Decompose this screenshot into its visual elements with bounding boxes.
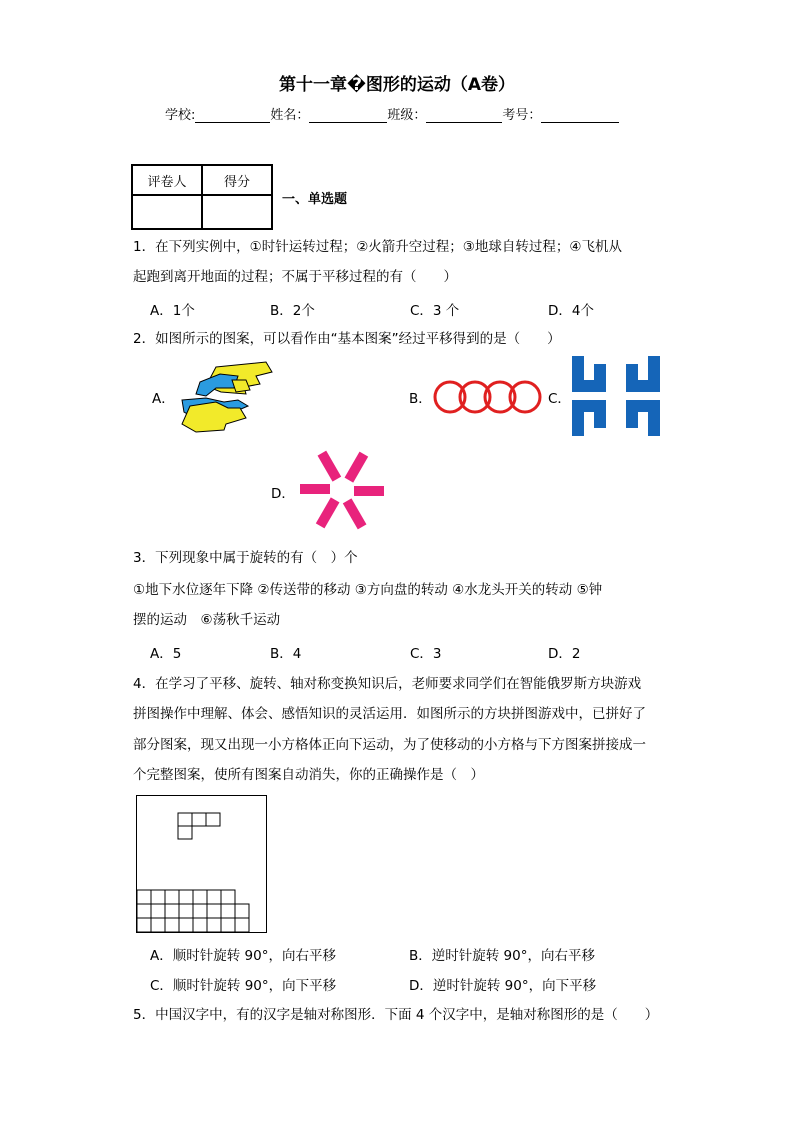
school-field[interactable] bbox=[195, 108, 270, 123]
q3-stem: 3．下列现象中属于旋转的有（ ）个 bbox=[133, 550, 358, 566]
q4-option-d[interactable]: D．逆时针旋转 90°，向下平移 bbox=[409, 978, 597, 994]
q4-line4: 个完整图案，使所有图案自动消失，你的正确操作是（ ） bbox=[133, 767, 484, 783]
q2-option-a[interactable]: A． bbox=[152, 391, 175, 407]
class-label: 班级： bbox=[387, 108, 427, 123]
q3-option-c[interactable]: C．3 bbox=[410, 646, 442, 662]
q4-line2: 拼图操作中理解、体会、感悟知识的灵活运用．如图所示的方块拼图游戏中，已拼好了 bbox=[133, 706, 646, 722]
name-field[interactable] bbox=[309, 108, 387, 123]
reviewer-header: 评卷人 bbox=[132, 165, 202, 195]
q2-option-d[interactable]: D． bbox=[271, 486, 295, 502]
q4-option-a[interactable]: A．顺时针旋转 90°，向右平移 bbox=[150, 948, 336, 964]
page-title: 第十一章�图形的运动（A卷） bbox=[278, 75, 516, 95]
exam-no-field[interactable] bbox=[541, 108, 619, 123]
section-heading: 一、单选题 bbox=[282, 192, 348, 207]
q1-line1: 1．在下列实例中，①时针运转过程；②火箭升空过程；③地球自转过程；④飞机从 bbox=[133, 239, 622, 255]
q4-line1: 4．在学习了平移、旋转、轴对称变换知识后，老师要求同学们在智能俄罗斯方块游戏 bbox=[133, 676, 642, 692]
q2-figure-b bbox=[433, 380, 545, 414]
student-info bbox=[165, 104, 619, 123]
q3-line3: 摆的运动 ⑥荡秋千运动 bbox=[133, 612, 281, 628]
exam-no-label: 考号： bbox=[502, 108, 542, 123]
q1-option-c[interactable]: C．3 个 bbox=[410, 303, 460, 319]
score-cell[interactable] bbox=[202, 195, 272, 229]
q5-stem: 5．中国汉字中，有的汉字是轴对称图形．下面 4 个汉字中，是轴对称图形的是（ ） bbox=[133, 1007, 659, 1023]
q3-option-b[interactable]: B．4 bbox=[270, 646, 302, 662]
q2-figure-c bbox=[572, 356, 660, 436]
reviewer-cell[interactable] bbox=[132, 195, 202, 229]
q3-option-d[interactable]: D．2 bbox=[548, 646, 581, 662]
q4-option-b[interactable]: B．逆时针旋转 90°，向右平移 bbox=[409, 948, 595, 964]
q4-option-c[interactable]: C．顺时针旋转 90°，向下平移 bbox=[150, 978, 337, 994]
q2-option-b[interactable]: B． bbox=[409, 391, 432, 407]
q1-option-a[interactable]: A．1个 bbox=[150, 303, 195, 319]
school-label: 学校: bbox=[165, 108, 196, 123]
q1-option-b[interactable]: B．2个 bbox=[270, 303, 315, 319]
score-header: 得分 bbox=[202, 165, 272, 195]
score-table bbox=[131, 164, 273, 230]
q4-line3: 部分图案，现又出现一小方格体正向下运动，为了使移动的小方格与下方图案拼接成一 bbox=[133, 737, 646, 753]
q4-tetris-figure bbox=[136, 795, 267, 933]
q2-figure-d bbox=[298, 445, 386, 535]
q3-line2: ①地下水位逐年下降 ②传送带的移动 ③方向盘的转动 ④水龙头开关的转动 ⑤钟 bbox=[133, 582, 603, 598]
class-field[interactable] bbox=[426, 108, 502, 123]
q1-option-d[interactable]: D．4个 bbox=[548, 303, 594, 319]
q3-option-a[interactable]: A．5 bbox=[150, 646, 182, 662]
name-label: 姓名： bbox=[270, 108, 310, 123]
q2-stem: 2．如图所示的图案，可以看作由“基本图案”经过平移得到的是（ ） bbox=[133, 331, 561, 347]
q2-figure-a bbox=[176, 362, 274, 434]
q2-option-c[interactable]: C． bbox=[548, 391, 571, 407]
q1-line2: 起跑到离开地面的过程；不属于平移过程的有（ ） bbox=[133, 269, 457, 285]
